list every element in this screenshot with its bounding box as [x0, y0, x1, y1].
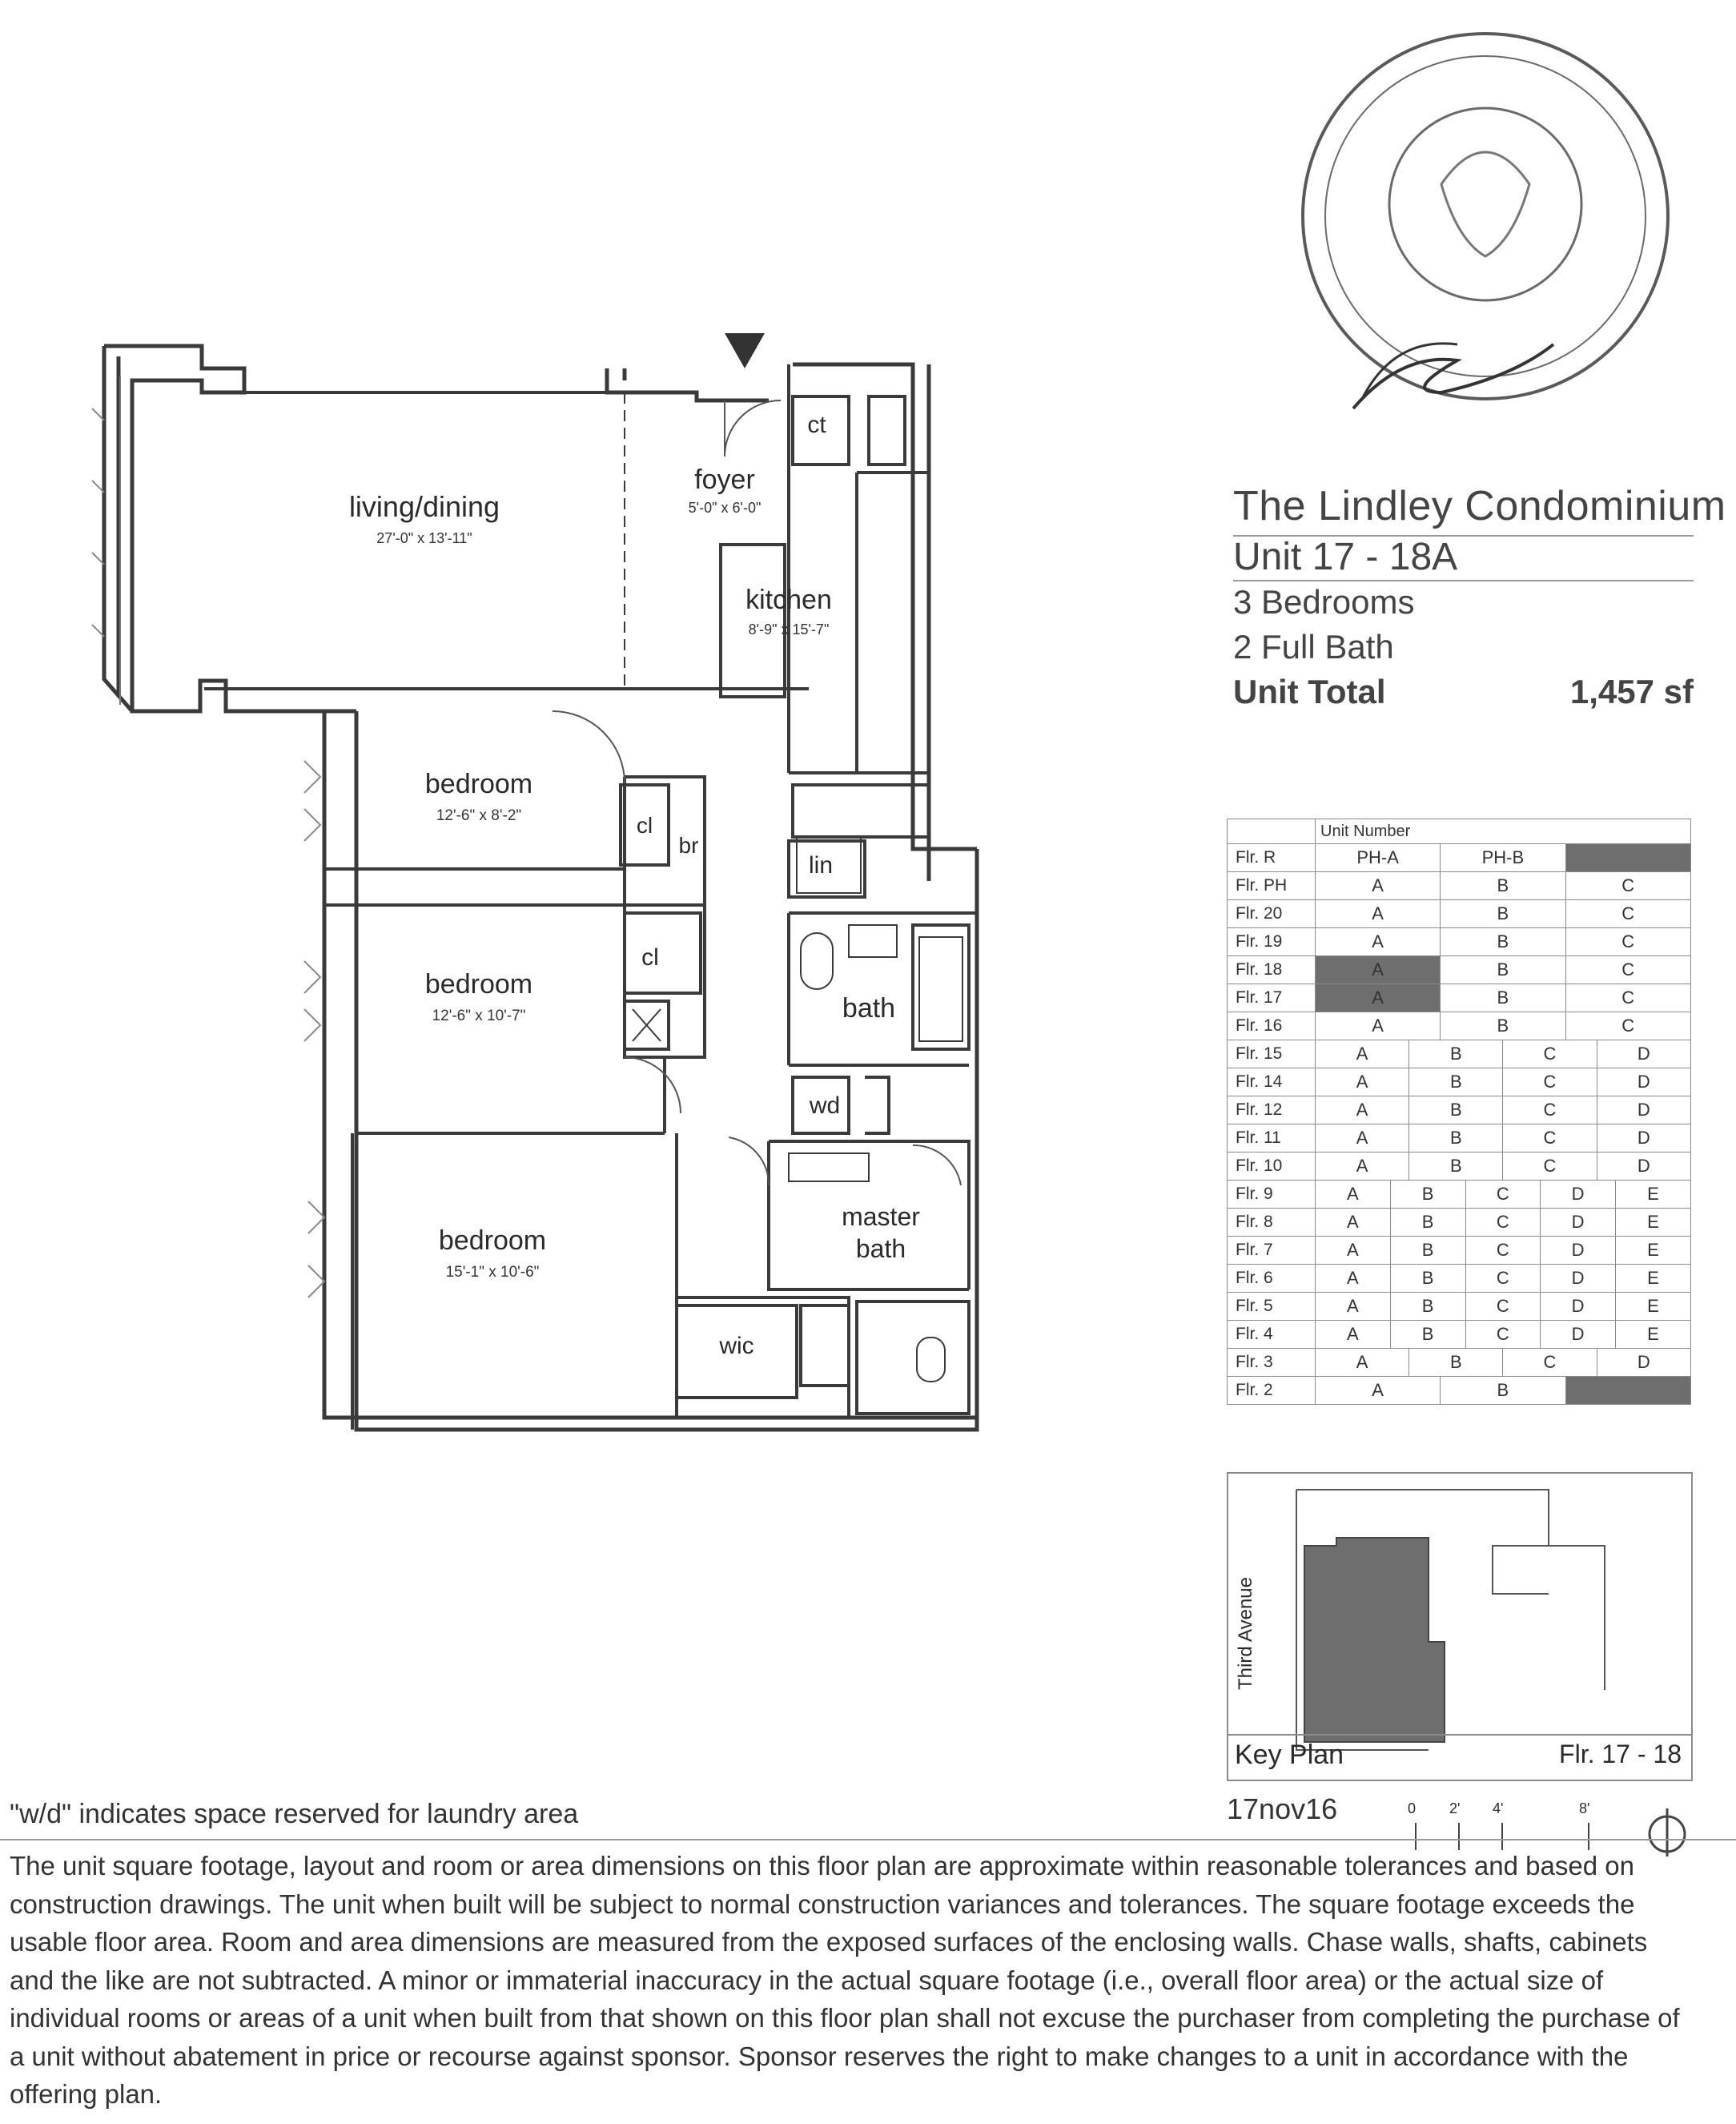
wd-note: "w/d" indicates space reserved for laundry area — [10, 1799, 579, 1829]
unit-cell: B — [1390, 1209, 1465, 1237]
unit-cell: D — [1597, 1349, 1690, 1377]
unit-cell: C — [1503, 1349, 1597, 1377]
unit-cell — [1565, 844, 1691, 872]
floor-label: Flr. R — [1228, 844, 1316, 872]
unit-cell — [1565, 1377, 1691, 1405]
unit-cell: D — [1597, 1040, 1690, 1068]
scale-8: 8' — [1579, 1800, 1590, 1816]
table-row — [1228, 1265, 1691, 1293]
room-bath: bath — [842, 993, 896, 1024]
room-bedroom-1: bedroom — [424, 769, 533, 799]
table-row — [1228, 1012, 1691, 1040]
bath-count: 2 Full Bath — [1233, 628, 1394, 666]
table-row — [1228, 1040, 1691, 1068]
unit-cell: A — [1316, 1237, 1391, 1265]
unit-cell: E — [1616, 1181, 1691, 1209]
unit-cell: D — [1597, 1068, 1690, 1096]
floor-label: Flr. 4 — [1228, 1321, 1316, 1349]
floor-label: Flr. PH — [1228, 872, 1316, 900]
room-bedroom-2: bedroom — [424, 969, 533, 1000]
unit-cell: C — [1465, 1293, 1541, 1321]
unit-cell: E — [1616, 1237, 1691, 1265]
footer-rule — [0, 1839, 1736, 1840]
unit-cell: C — [1503, 1153, 1597, 1181]
table-row — [1228, 1181, 1691, 1209]
label-cl-2: cl — [641, 944, 659, 971]
unit-cell: B — [1441, 984, 1565, 1012]
table-row — [1228, 844, 1691, 872]
exterior-railing-marks — [92, 408, 324, 1297]
unit-cell: C — [1503, 1040, 1597, 1068]
unit-cell: D — [1541, 1293, 1616, 1321]
unit-cell: E — [1616, 1209, 1691, 1237]
table-row — [1228, 872, 1691, 900]
interior-walls — [202, 364, 977, 1430]
floor-label: Flr. 18 — [1228, 956, 1316, 984]
unit-cell: A — [1316, 928, 1441, 956]
label-lin: lin — [808, 852, 834, 879]
unit-cell: D — [1597, 1096, 1690, 1124]
unit-cell: PH-B — [1441, 844, 1565, 872]
unit-total-value: 1,457 sf — [1569, 673, 1694, 710]
door-swings — [553, 400, 961, 1185]
unit-cell: C — [1565, 956, 1691, 984]
floor-label: Flr. 19 — [1228, 928, 1316, 956]
disclaimer-text: The unit square footage, layout and room or area dimensions on this floor plan are approximate within reasonable tolerances and based on construction drawings. The unit when built will be subject to normal construction variances and tolerances. The square footage exceeds the usable floor area. Room and area dimensions are measured from the exposed surfaces of the enclosing walls. Chase walls, shafts, cabinets and the like are not subtracted. A minor or immaterial inaccuracy in the actual square footage (i.e., overall floor area) or the actual size of individual rooms or areas of a unit when built from that shown on this floor plan shall not excuse the purchaser from completing the purchase of a unit without abatement in price or recourse against sponsor. Sponsor reserves the right to make changes to a unit in accordance with the offering plan. — [10, 1851, 1680, 2109]
unit-cell: B — [1441, 900, 1565, 928]
building-name: The Lindley Condominium — [1233, 483, 1726, 529]
unit-cell: D — [1541, 1209, 1616, 1237]
unit-cell: A — [1316, 1377, 1441, 1405]
unit-cell: A — [1316, 1153, 1409, 1181]
table-row — [1228, 1209, 1691, 1237]
unit-cell: C — [1465, 1321, 1541, 1349]
unit-cell: B — [1409, 1349, 1503, 1377]
unit-cell: B — [1390, 1237, 1465, 1265]
unit-cell: A — [1316, 984, 1441, 1012]
floor-label: Flr. 5 — [1228, 1293, 1316, 1321]
unit-cell: C — [1565, 872, 1691, 900]
unit-cell: C — [1565, 928, 1691, 956]
floor-label: Flr. 14 — [1228, 1068, 1316, 1096]
unit-cell: C — [1565, 984, 1691, 1012]
table-header-unit-number: Unit Number — [1316, 819, 1691, 844]
label-cl-1: cl — [636, 813, 653, 838]
unit-rule — [1233, 580, 1694, 581]
unit-cell: A — [1316, 1040, 1409, 1068]
unit-cell: D — [1541, 1237, 1616, 1265]
unit-cell: C — [1503, 1068, 1597, 1096]
unit-cell: D — [1541, 1181, 1616, 1209]
unit-cell: B — [1390, 1321, 1465, 1349]
unit-cell: A — [1316, 1124, 1409, 1153]
entry-arrow-icon — [725, 333, 765, 368]
unit-cell: D — [1541, 1265, 1616, 1293]
unit-cell: A — [1316, 1181, 1391, 1209]
unit-cell: B — [1390, 1181, 1465, 1209]
unit-cell: B — [1409, 1096, 1503, 1124]
unit-cell: A — [1316, 1321, 1391, 1349]
table-row — [1228, 900, 1691, 928]
table-row — [1228, 1321, 1691, 1349]
unit-cell: B — [1409, 1124, 1503, 1153]
unit-cell: A — [1316, 1096, 1409, 1124]
room-foyer-dims: 5'-0" x 6'-0" — [688, 500, 762, 516]
table-row — [1228, 1068, 1691, 1096]
table-row — [1228, 1096, 1691, 1124]
unit-cell: A — [1316, 1012, 1441, 1040]
table-row — [1228, 1124, 1691, 1153]
table-row — [1228, 1293, 1691, 1321]
scale-4: 4' — [1493, 1800, 1504, 1816]
unit-cell: A — [1316, 900, 1441, 928]
unit-cell: B — [1441, 872, 1565, 900]
unit-cell: B — [1390, 1293, 1465, 1321]
table-row — [1228, 1153, 1691, 1181]
unit-cell: E — [1616, 1293, 1691, 1321]
floor-label: Flr. 3 — [1228, 1349, 1316, 1377]
unit-cell: C — [1503, 1096, 1597, 1124]
scale-2: 2' — [1449, 1800, 1461, 1816]
unit-cell: A — [1316, 956, 1441, 984]
unit-cell: B — [1441, 1012, 1565, 1040]
unit-cell: C — [1465, 1237, 1541, 1265]
table-row — [1228, 1377, 1691, 1405]
room-bedroom-2-dims: 12'-6" x 10'-7" — [432, 1008, 526, 1024]
key-plan-floors: Flr. 17 - 18 — [1559, 1740, 1682, 1768]
unit-cell: C — [1465, 1265, 1541, 1293]
unit-cell: D — [1597, 1124, 1690, 1153]
room-master-bath-line2: bath — [855, 1234, 906, 1263]
unit-cell: B — [1409, 1153, 1503, 1181]
unit-floor-table — [1227, 819, 1691, 1405]
unit-cell: PH-A — [1316, 844, 1441, 872]
unit-cell: E — [1616, 1321, 1691, 1349]
unit-cell: A — [1316, 1068, 1409, 1096]
unit-cell: C — [1465, 1209, 1541, 1237]
unit-cell: A — [1316, 872, 1441, 900]
plan-date: 17nov16 — [1227, 1792, 1338, 1825]
unit-cell: A — [1316, 1265, 1391, 1293]
unit-cell: C — [1503, 1124, 1597, 1153]
floor-label: Flr. 17 — [1228, 984, 1316, 1012]
room-bedroom-3-dims: 15'-1" x 10'-6" — [445, 1264, 540, 1281]
floor-label: Flr. 6 — [1228, 1265, 1316, 1293]
room-foyer: foyer — [694, 465, 755, 495]
floor-label: Flr. 9 — [1228, 1181, 1316, 1209]
unit-cell: D — [1597, 1153, 1690, 1181]
label-ct: ct — [807, 412, 826, 438]
floor-label: Flr. 12 — [1228, 1096, 1316, 1124]
floor-label: Flr. 11 — [1228, 1124, 1316, 1153]
floor-label: Flr. 20 — [1228, 900, 1316, 928]
unit-cell: E — [1616, 1265, 1691, 1293]
room-bedroom-3: bedroom — [438, 1225, 547, 1256]
scale-0: 0 — [1408, 1800, 1417, 1816]
key-plan-label: Key Plan — [1235, 1740, 1344, 1770]
table-row — [1228, 928, 1691, 956]
unit-cell: C — [1565, 900, 1691, 928]
room-living-dining-dims: 27'-0" x 13'-11" — [376, 530, 472, 546]
unit-cell: A — [1316, 1349, 1409, 1377]
room-living-dining: living/dining — [348, 490, 500, 523]
label-br: br — [678, 833, 699, 858]
unit-cell: B — [1441, 928, 1565, 956]
table-row — [1228, 1237, 1691, 1265]
scale-bar — [1416, 1823, 1589, 1850]
key-plan — [1227, 1472, 1693, 1781]
unit-cell: C — [1565, 1012, 1691, 1040]
unit-cell: B — [1441, 1377, 1565, 1405]
unit-cell: C — [1465, 1181, 1541, 1209]
label-wic: wic — [719, 1333, 754, 1359]
key-plan-divider — [1228, 1734, 1691, 1736]
unit-total-label: Unit Total — [1233, 673, 1386, 710]
unit-cell: B — [1409, 1040, 1503, 1068]
unit-cell: B — [1441, 956, 1565, 984]
unit-cell: B — [1390, 1265, 1465, 1293]
unit-cell: B — [1409, 1068, 1503, 1096]
room-kitchen: kitchen — [745, 585, 832, 615]
room-kitchen-dims: 8'-9" x 15'-7" — [748, 622, 830, 638]
floor-label: Flr. 16 — [1228, 1012, 1316, 1040]
floor-label: Flr. 15 — [1228, 1040, 1316, 1068]
label-wd: wd — [809, 1092, 841, 1119]
floor-label: Flr. 8 — [1228, 1209, 1316, 1237]
table-corner — [1228, 819, 1316, 844]
room-master-bath-line1: master — [842, 1202, 920, 1231]
exterior-walls — [104, 346, 977, 1430]
table-row — [1228, 956, 1691, 984]
street-label: Third Avenue — [1235, 1577, 1256, 1690]
floor-label: Flr. 10 — [1228, 1153, 1316, 1181]
floor-label: Flr. 2 — [1228, 1377, 1316, 1405]
unit-cell: A — [1316, 1293, 1391, 1321]
bedroom-count: 3 Bedrooms — [1233, 583, 1415, 621]
unit-cell: A — [1316, 1209, 1391, 1237]
unit-number: Unit 17 - 18A — [1233, 536, 1458, 578]
table-row — [1228, 984, 1691, 1012]
unit-cell: D — [1541, 1321, 1616, 1349]
room-bedroom-1-dims: 12'-6" x 8'-2" — [436, 807, 522, 824]
table-row — [1228, 1349, 1691, 1377]
floor-label: Flr. 7 — [1228, 1237, 1316, 1265]
architect-seal — [1303, 34, 1668, 408]
